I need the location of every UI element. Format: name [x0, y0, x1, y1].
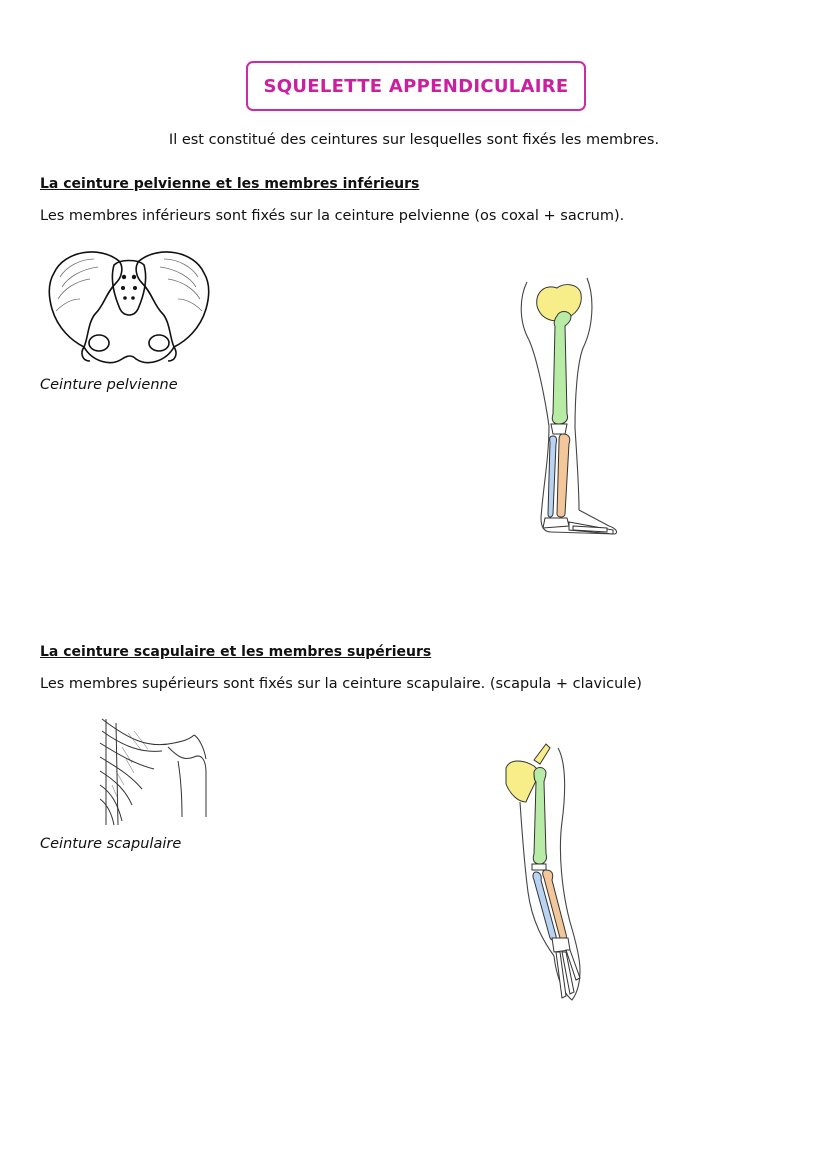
section-heading-scapular: La ceinture scapulaire et les membres supérieurs	[40, 644, 432, 660]
title-box	[246, 61, 586, 111]
section-heading-pelvic: La ceinture pelvienne et les membres inférieurs	[40, 176, 420, 192]
upper-limb-illustration	[500, 742, 590, 1004]
intro-sentence: Il est constitué des ceintures sur lesquelles sont fixés les membres.	[168, 132, 660, 148]
section-text-scapular: Les membres supérieurs sont fixés sur la ceinture scapulaire. (scapula + clavicule)	[40, 676, 642, 692]
intro-text	[0, 132, 828, 148]
scapular-girdle-illustration	[98, 713, 210, 828]
section-text-pelvic: Les membres inférieurs sont fixés sur la ceinture pelvienne (os coxal + sacrum).	[40, 208, 625, 224]
caption-pelvic-girdle: Ceinture pelvienne	[40, 377, 178, 393]
page-title: SQUELETTE APPENDICULAIRE	[263, 75, 569, 97]
lower-limb-illustration	[515, 278, 625, 540]
caption-scapular-girdle: Ceinture scapulaire	[40, 836, 182, 852]
pelvis-illustration	[44, 243, 214, 373]
